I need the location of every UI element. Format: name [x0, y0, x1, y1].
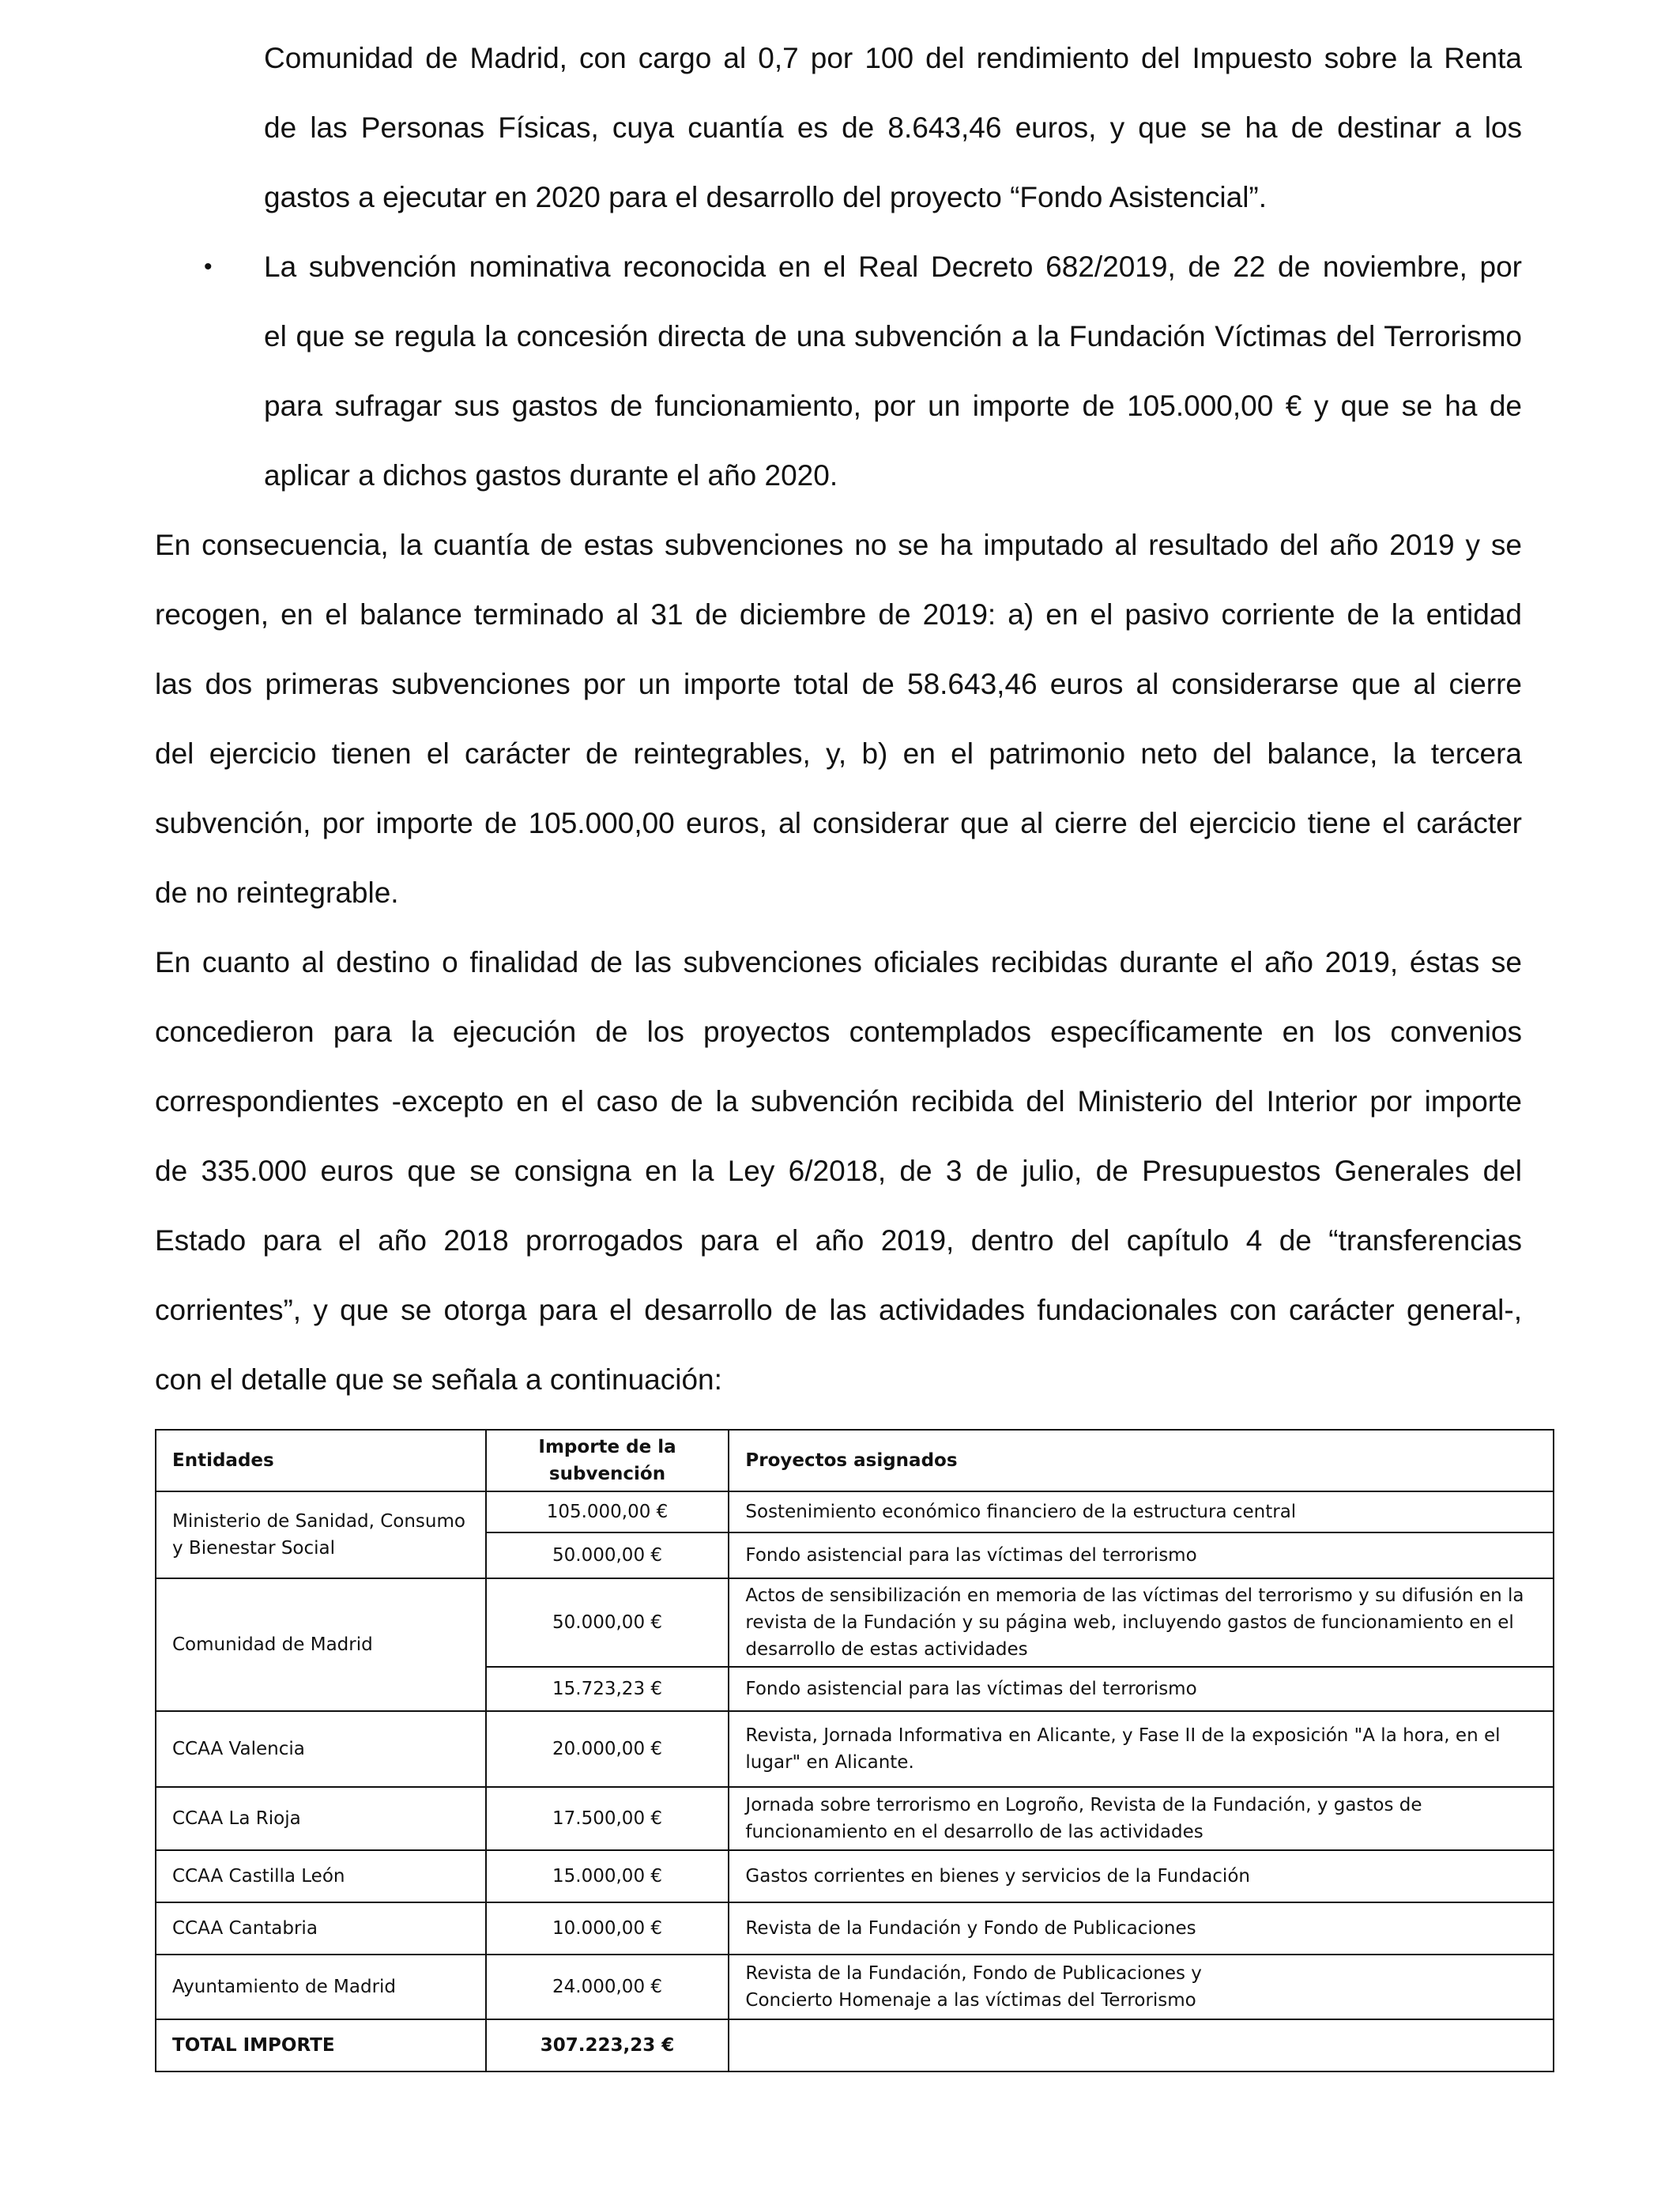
table-row [156, 1711, 1554, 1787]
paragraph-3 [155, 928, 1522, 1415]
text-line: En cuanto al destino o finalidad de las subvenciones oficiales recibidas durante el año 2019, éstas se [155, 946, 1522, 978]
amount-cell: 15.723,23 € [486, 1667, 729, 1711]
table-row [156, 1850, 1554, 1902]
project-line: funcionamiento en el desarrollo de las actividades [745, 1822, 1203, 1842]
text-line: gastos a ejecutar en 2020 para el desarrollo del proyecto “Fondo Asistencial”. [264, 181, 1268, 213]
amount-cell: 17.500,00 € [486, 1787, 729, 1850]
project-line: Revista de la Fundación, Fondo de Publicaciones y [745, 1963, 1202, 1984]
table-row [156, 1787, 1554, 1850]
project-cell [729, 1955, 1554, 2019]
project-cell [729, 1578, 1554, 1667]
bullet-item [155, 232, 1522, 511]
bullet-icon: • [204, 254, 213, 280]
header-importe-line: subvención [548, 1464, 666, 1484]
text-line: con el detalle que se señala a continuación: [155, 1363, 722, 1396]
document-body [155, 24, 1522, 1415]
project-cell: Sostenimiento económico financiero de la estructura central [729, 1491, 1554, 1532]
project-line: revista de la Fundación y su página web, incluyendo gastos de funcionamiento en el [745, 1612, 1514, 1633]
text-line: correspondientes -excepto en el caso de la subvención recibida del Ministerio del Interior por importe [155, 1085, 1522, 1118]
amount-cell: 50.000,00 € [486, 1578, 729, 1667]
text-line: La subvención nominativa reconocida en el Real Decreto 682/2019, de 22 de noviembre, por [264, 251, 1522, 283]
entity-cell: CCAA La Rioja [156, 1787, 486, 1850]
text-line: de 335.000 euros que se consigna en la Ley 6/2018, de 3 de julio, de Presupuestos Generales del [155, 1155, 1522, 1187]
project-cell: Gastos corrientes en bienes y servicios de la Fundación [729, 1850, 1554, 1902]
table-row [156, 1491, 1554, 1532]
amount-cell: 15.000,00 € [486, 1850, 729, 1902]
table-row [156, 1902, 1554, 1955]
entity-cell: Comunidad de Madrid [156, 1578, 486, 1711]
amount-cell: 20.000,00 € [486, 1711, 729, 1787]
header-importe-line: Importe de la [538, 1437, 676, 1457]
amount-cell: 10.000,00 € [486, 1902, 729, 1955]
total-amount: 307.223,23 € [486, 2019, 729, 2071]
project-cell [729, 1711, 1554, 1787]
entity-cell: CCAA Castilla León [156, 1850, 486, 1902]
text-line: para sufragar sus gastos de funcionamiento, por un importe de 105.000,00 € y que se ha de [264, 390, 1522, 422]
text-line: corrientes”, y que se otorga para el desarrollo de las actividades fundacionales con carácter general-, [155, 1294, 1522, 1326]
text-line: las dos primeras subvenciones por un importe total de 58.643,46 euros al considerarse que al cierre [155, 668, 1522, 700]
text-line: aplicar a dichos gastos durante el año 2020. [264, 459, 838, 492]
project-line: Actos de sensibilización en memoria de las víctimas del terrorismo y su difusión en la [745, 1585, 1524, 1606]
text-line: subvención, por importe de 105.000,00 euros, al considerar que al cierre del ejercicio tiene el carácter [155, 807, 1522, 839]
project-line: Concierto Homenaje a las víctimas del Terrorismo [745, 1990, 1196, 2011]
paragraph-1 [155, 24, 1522, 232]
amount-cell: 50.000,00 € [486, 1532, 729, 1578]
project-cell: Fondo asistencial para las víctimas del terrorismo [729, 1532, 1554, 1578]
table-total-row [156, 2019, 1554, 2071]
text-line: de las Personas Físicas, cuya cuantía es de 8.643,46 euros, y que se ha de destinar a los [264, 111, 1522, 144]
entity-cell: Ayuntamiento de Madrid [156, 1955, 486, 2019]
entity-cell: CCAA Valencia [156, 1711, 486, 1787]
project-cell: Fondo asistencial para las víctimas del terrorismo [729, 1667, 1554, 1711]
entity-line: Ministerio de Sanidad, Consumo [172, 1511, 465, 1532]
text-line: recogen, en el balance terminado al 31 de diciembre de 2019: a) en el pasivo corriente de la entidad [155, 598, 1522, 631]
total-label: TOTAL IMPORTE [156, 2019, 486, 2071]
text-line: concedieron para la ejecución de los proyectos contemplados específicamente en los convenios [155, 1016, 1522, 1048]
header-proyectos: Proyectos asignados [729, 1430, 1554, 1491]
text-line: el que se regula la concesión directa de una subvención a la Fundación Víctimas del Terrorismo [264, 320, 1522, 352]
amount-cell: 24.000,00 € [486, 1955, 729, 2019]
project-line: desarrollo de estas actividades [745, 1639, 1028, 1660]
project-line: Jornada sobre terrorismo en Logroño, Revista de la Fundación, y gastos de [745, 1795, 1422, 1815]
project-cell: Revista de la Fundación y Fondo de Publicaciones [729, 1902, 1554, 1955]
entity-cell [156, 1491, 486, 1578]
total-empty-cell [729, 2019, 1554, 2071]
amount-cell: 105.000,00 € [486, 1491, 729, 1532]
paragraph-2 [155, 511, 1522, 928]
table-row [156, 1955, 1554, 2019]
text-line: Comunidad de Madrid, con cargo al 0,7 por 100 del rendimiento del Impuesto sobre la Renta [264, 42, 1522, 74]
project-cell [729, 1787, 1554, 1850]
entity-line: y Bienestar Social [172, 1538, 336, 1559]
table-header-row [156, 1430, 1554, 1491]
text-line: de no reintegrable. [155, 876, 399, 909]
header-importe [486, 1430, 729, 1491]
subsidies-table [155, 1429, 1554, 2072]
project-line: lugar" en Alicante. [745, 1752, 914, 1773]
text-line: del ejercicio tienen el carácter de reintegrables, y, b) en el patrimonio neto del balance, la tercera [155, 737, 1522, 770]
project-line: Revista, Jornada Informativa en Alicante, y Fase II de la exposición "A la hora, en el [745, 1725, 1501, 1746]
table-row [156, 1578, 1554, 1667]
text-line: En consecuencia, la cuantía de estas subvenciones no se ha imputado al resultado del año 2019 y se [155, 529, 1522, 561]
text-line: Estado para el año 2018 prorrogados para el año 2019, dentro del capítulo 4 de “transferencias [155, 1224, 1522, 1257]
entity-cell: CCAA Cantabria [156, 1902, 486, 1955]
header-entidades: Entidades [156, 1430, 486, 1491]
